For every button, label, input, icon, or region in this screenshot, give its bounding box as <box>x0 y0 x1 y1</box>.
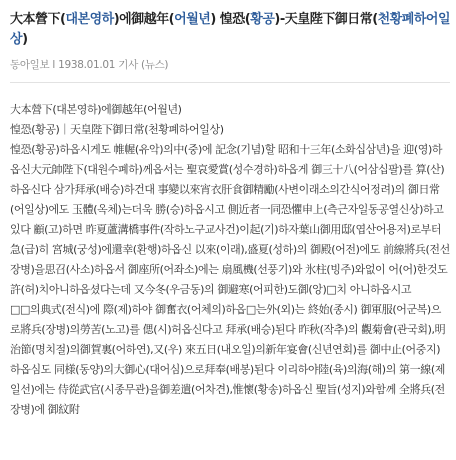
title-text: )-天皇陛下御日常( <box>274 12 378 27</box>
article-title[interactable] <box>10 10 450 50</box>
title-reading: 황공 <box>250 12 275 27</box>
body-headline: 大本營下(대본영하)에御越年(어월년) <box>10 103 182 116</box>
divider <box>10 82 450 83</box>
article-body <box>10 100 450 420</box>
title-text: ) 惶恐( <box>210 12 251 27</box>
article-meta: 동아일보 l 1938.01.01 기사 (뉴스) <box>10 59 169 71</box>
title-text: ) <box>22 32 28 47</box>
title-reading: 대본영하 <box>65 12 114 27</box>
article <box>10 10 450 420</box>
title-text: 大本營下( <box>10 12 66 27</box>
title-reading: 천황폐하어일상 <box>10 12 451 47</box>
title-reading: 어월년 <box>174 12 211 27</box>
body-subheadline: 惶恐(황공)｜天皇陛下御日常(천황폐하어일상) <box>10 123 224 136</box>
body-paragraph: 惶恐(황공)하옵시게도 帷幄(유악)의中(중)에 記念(기념)할 昭和十三年(소화십삼년)을 迎(영)하옵신大元帥陛下(대원수폐하)께옵서는 聖哀愛賞(성수경하)하옵게 御三十八(어삼십팔)를 算(산)하옵신다 삼가拜承(배승)하건대 事變以來宵衣肝食御精勵(사변이래소의간식어정려)의 御日常(어일상)에도 玉體(옥체)는더욱 勝(승)하옵시고 側近者一同恐懼申上(측근자일동공열신상)하고있다 顧(고)하면 昨夏蘆溝橋事件(작하노구교사건)이起(기)하자葉山御用邸(엽산어용저)로부터急(급)히 宮城(궁성)에還幸(환행)하옵신 以來(이래),盛夏(성하)의 御殿(어전)에도 前線將兵(전선장병)을思召(사소)하옵서 御座所(어좌소)에는 扇風機(선풍기)와 氷柱(빙주)와없이 어(어)한것도許(허)치아니하옵셨다는데 又今冬(우금동)의 御避寒(어피한)도御(앙)□치 아니하옵시고 <box>10 143 450 296</box>
title-text: )에御越年( <box>113 12 175 27</box>
body-paragraph: □□의典式(전식)에 際(제)하야 御奮衣(어체의)하옵□는外(외)는 終始(종시) 御軍服(어군복)으로將兵(장병)의勞苦(노고)를 偲(시)허옵신다고 拜承(배승)된다 昨秋(작추)의 觀菊會(관국회),明治節(명치절)의御賀裏(어하연),又(우) 來五日(내오일)의新年宴會(신년연회)를 御中止(어중지)하옵심도 同様(동양)의大御心(대어심)으로拜奉(배봉)된다 이리하야陸(육)의海(해)의 第一線(제일선)에는 侍從武官(시종무관)을御差遣(어차견),惟懷(황송)하옵신 聖旨(성지)와함께 全將兵(전장병)에 御紋附 <box>10 303 446 416</box>
